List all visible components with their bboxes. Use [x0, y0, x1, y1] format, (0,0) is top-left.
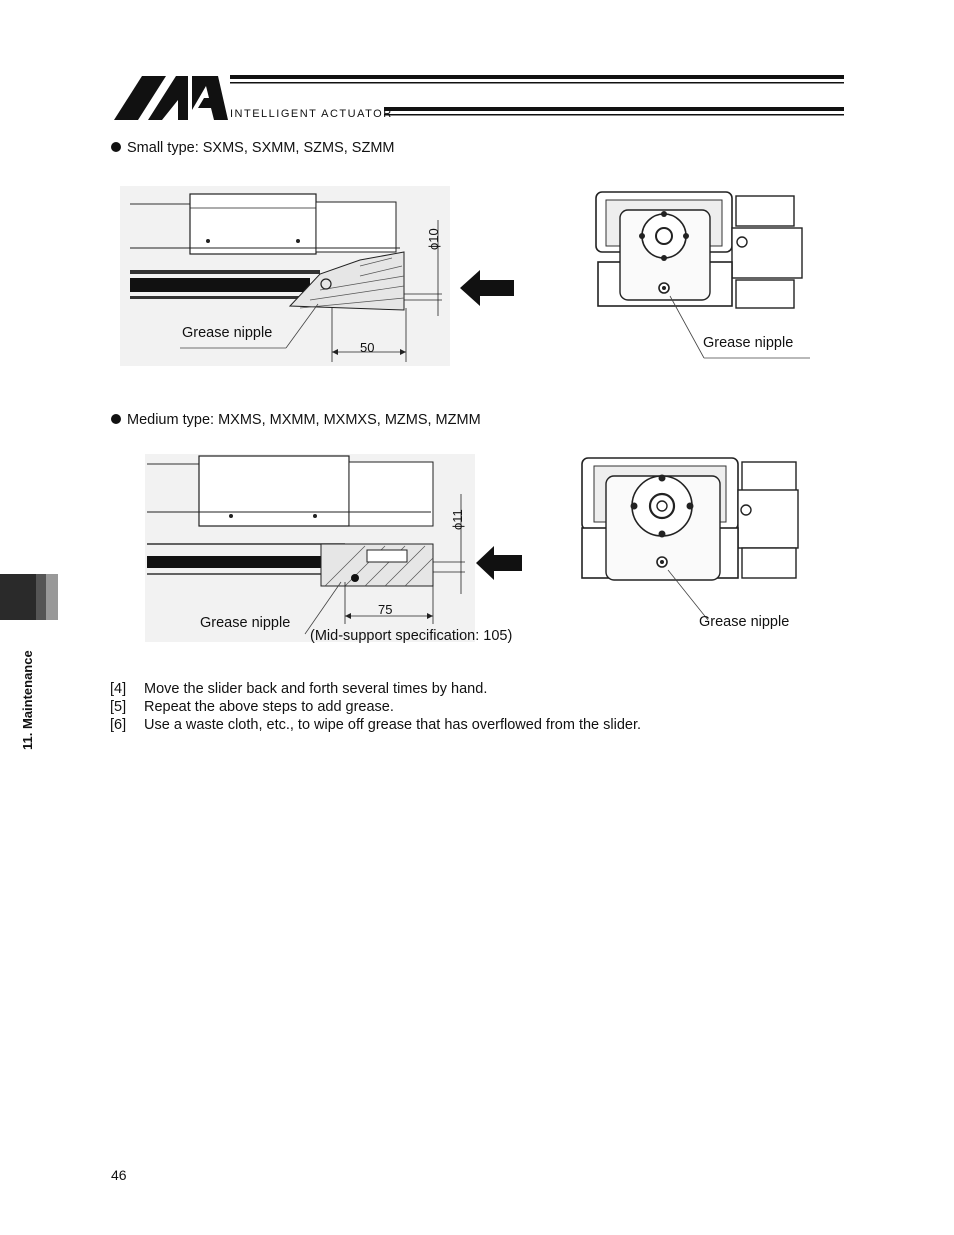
page-number: 46 [111, 1167, 127, 1183]
small-dim-diameter: ϕ10 [426, 228, 441, 250]
medium-dim-length: 75 [378, 602, 393, 617]
medium-type-heading [111, 411, 481, 429]
small-insert-arrow-icon [460, 270, 514, 306]
logo-mark-icon [114, 76, 228, 120]
bullet-icon [111, 142, 121, 152]
small-side-grease-label: Grease nipple [182, 325, 273, 341]
step-item-4 [110, 680, 487, 698]
medium-side-grease-label: Grease nipple [200, 615, 291, 631]
medium-insert-arrow-icon [476, 546, 522, 580]
step-number: [5] [110, 699, 127, 715]
header-rule-bottom-thin [384, 114, 844, 116]
step-number: [4] [110, 681, 127, 697]
small-type-heading-text: Small type: SXMS, SXMM, SZMS, SZMM [127, 140, 395, 156]
header-rule-mid [230, 82, 844, 84]
step-item-5 [110, 698, 394, 716]
medium-side-view-drawing [145, 454, 475, 642]
step-text: Move the slider back and forth several times by hand. [144, 681, 488, 697]
chapter-tab-dark [0, 574, 36, 620]
step-text: Repeat the above steps to add grease. [144, 699, 394, 715]
chapter-tab-mid [36, 574, 46, 620]
header-rule-top [230, 75, 844, 79]
medium-type-heading-text: Medium type: MXMS, MXMM, MXMXS, MZMS, MZMM [127, 412, 481, 428]
bullet-icon [111, 414, 121, 424]
chapter-label: 11. Maintenance [20, 650, 35, 750]
step-number: [6] [110, 717, 127, 733]
header-rule-bottom [384, 107, 844, 111]
small-front-grease-label: Grease nipple [703, 335, 794, 351]
step-item-6 [110, 716, 641, 734]
chapter-tab [0, 574, 58, 620]
medium-front-grease-label: Grease nipple [699, 614, 790, 630]
logo-text: INTELLIGENT ACTUATOR [230, 108, 393, 120]
small-side-view-drawing [120, 186, 450, 366]
mid-support-note: (Mid-support specification: 105) [310, 628, 513, 644]
company-logo [108, 70, 848, 122]
small-type-heading [111, 139, 394, 157]
medium-dim-diameter: ϕ11 [450, 509, 465, 530]
small-dim-length: 50 [360, 340, 375, 355]
chapter-tab-light [46, 574, 58, 620]
step-text: Use a waste cloth, etc., to wipe off grease that has overflowed from the slider. [144, 717, 642, 733]
